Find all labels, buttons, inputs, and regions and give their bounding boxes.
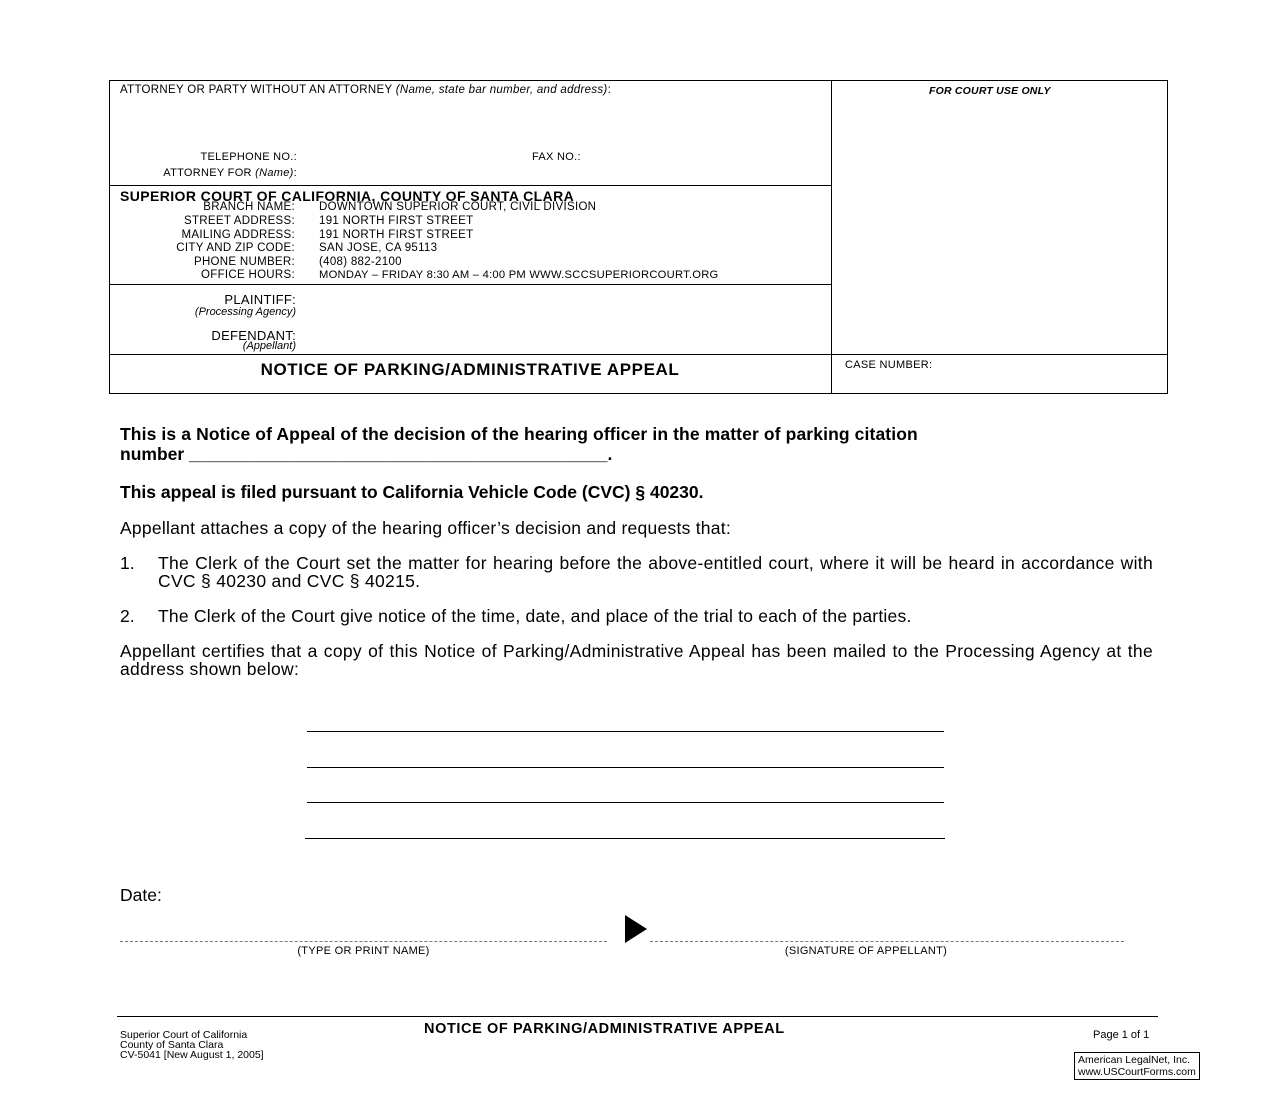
attorney-for-label bbox=[163, 167, 297, 180]
attorney-section-divider bbox=[109, 185, 832, 186]
court-row-label-2: MAILING ADDRESS: bbox=[181, 229, 295, 241]
court-row-label-1: STREET ADDRESS: bbox=[183, 215, 295, 227]
court-row-value-4: (408) 882-2100 bbox=[319, 256, 402, 268]
citation-paragraph-line2: number ___________________________________________. bbox=[120, 444, 613, 464]
title-section-divider bbox=[109, 354, 1168, 355]
attorney-label-italic: (Name, state bar number, and address) bbox=[395, 84, 608, 96]
attorney-for-text: ATTORNEY FOR bbox=[163, 167, 252, 179]
telephone-label: TELEPHONE NO.: bbox=[200, 151, 297, 163]
attorney-for-colon: : bbox=[293, 167, 297, 179]
citation-paragraph-line1: This is a Notice of Appeal of the decision of the hearing officer in the matter of parking citation bbox=[120, 424, 918, 444]
court-row-value-3: SAN JOSE, CA 95113 bbox=[319, 242, 438, 254]
plaintiff-label: PLAINTIFF: bbox=[224, 292, 296, 307]
signature-caption: (SIGNATURE OF APPELLANT) bbox=[784, 945, 948, 957]
print-name-caption: (TYPE OR PRINT NAME) bbox=[297, 945, 430, 957]
case-number-label: CASE NUMBER: bbox=[845, 359, 933, 371]
court-section-divider bbox=[109, 284, 832, 285]
footer-rule bbox=[117, 1016, 1158, 1017]
court-row-label-3: CITY AND ZIP CODE: bbox=[176, 242, 295, 254]
date-label: Date: bbox=[120, 885, 162, 905]
footer-title: NOTICE OF PARKING/ADMINISTRATIVE APPEAL bbox=[424, 1021, 785, 1037]
defendant-label: DEFENDANT: bbox=[211, 328, 296, 343]
header-vertical-divider bbox=[831, 80, 832, 394]
address-line-1[interactable] bbox=[307, 731, 944, 732]
publisher-url: www.USCourtForms.com bbox=[1078, 1066, 1196, 1078]
request-item-2-number: 2. bbox=[120, 606, 135, 626]
defendant-sub-label: (Appellant) bbox=[242, 340, 296, 352]
publisher-name: American LegalNet, Inc. bbox=[1078, 1054, 1191, 1066]
plaintiff-sub-label: (Processing Agency) bbox=[194, 306, 296, 318]
attorney-label bbox=[120, 84, 611, 97]
court-name: SUPERIOR COURT OF CALIFORNIA, COUNTY OF SANTA CLARA bbox=[120, 188, 575, 204]
court-row-value-0: DOWNTOWN SUPERIOR COURT, CIVIL DIVISION bbox=[319, 201, 597, 213]
court-row-label-5: OFFICE HOURS: bbox=[201, 269, 295, 281]
attorney-for-italic: (Name) bbox=[255, 167, 294, 179]
requests-paragraph: Appellant attaches a copy of the hearing officer’s decision and requests that: bbox=[120, 518, 731, 538]
request-item-1-number: 1. bbox=[120, 553, 135, 573]
signature-line[interactable] bbox=[650, 941, 1124, 942]
court-row-label-0: BRANCH NAME: bbox=[203, 201, 295, 213]
page-number: Page 1 of 1 bbox=[1093, 1029, 1150, 1041]
court-row-label-4: PHONE NUMBER: bbox=[193, 256, 295, 268]
attorney-label-colon: : bbox=[607, 84, 612, 96]
footer-court-line-2: County of Santa Clara bbox=[120, 1039, 224, 1051]
form-title: NOTICE OF PARKING/ADMINISTRATIVE APPEAL bbox=[260, 360, 680, 379]
cvc-paragraph: This appeal is filed pursuant to California Vehicle Code (CVC) § 40230. bbox=[120, 482, 704, 502]
print-name-line[interactable] bbox=[120, 941, 607, 942]
fax-label: FAX NO.: bbox=[532, 151, 581, 163]
footer-court-line-1: Superior Court of California bbox=[120, 1029, 248, 1041]
request-item-2-text: The Clerk of the Court give notice of the time, date, and place of the trial to each of the parties. bbox=[158, 606, 912, 626]
play-arrow-icon bbox=[625, 915, 647, 943]
address-line-4[interactable] bbox=[305, 838, 945, 839]
court-row-value-5: MONDAY – FRIDAY 8:30 AM – 4:00 PM WWW.SCCSUPERIORCOURT.ORG bbox=[319, 269, 719, 281]
court-row-value-1: 191 NORTH FIRST STREET bbox=[319, 215, 474, 227]
request-item-1-text: The Clerk of the Court set the matter for hearing before the above-entitled court, where it will be heard in accordance with CVC § 40230 and CVC § 40215. bbox=[158, 553, 1153, 591]
court-row-value-2: 191 NORTH FIRST STREET bbox=[319, 229, 474, 241]
publisher-stamp bbox=[1074, 1052, 1200, 1080]
footer-form-number: CV-5041 [New August 1, 2005] bbox=[120, 1049, 264, 1061]
address-line-2[interactable] bbox=[307, 767, 944, 768]
court-use-only-label: FOR COURT USE ONLY bbox=[929, 85, 1051, 97]
attorney-label-text: ATTORNEY OR PARTY WITHOUT AN ATTORNEY bbox=[120, 84, 393, 96]
certification-paragraph: Appellant certifies that a copy of this Notice of Parking/Administrative Appeal has been mailed to the Processing Agency at the address shown below: bbox=[120, 641, 1153, 679]
address-line-3[interactable] bbox=[307, 802, 944, 803]
